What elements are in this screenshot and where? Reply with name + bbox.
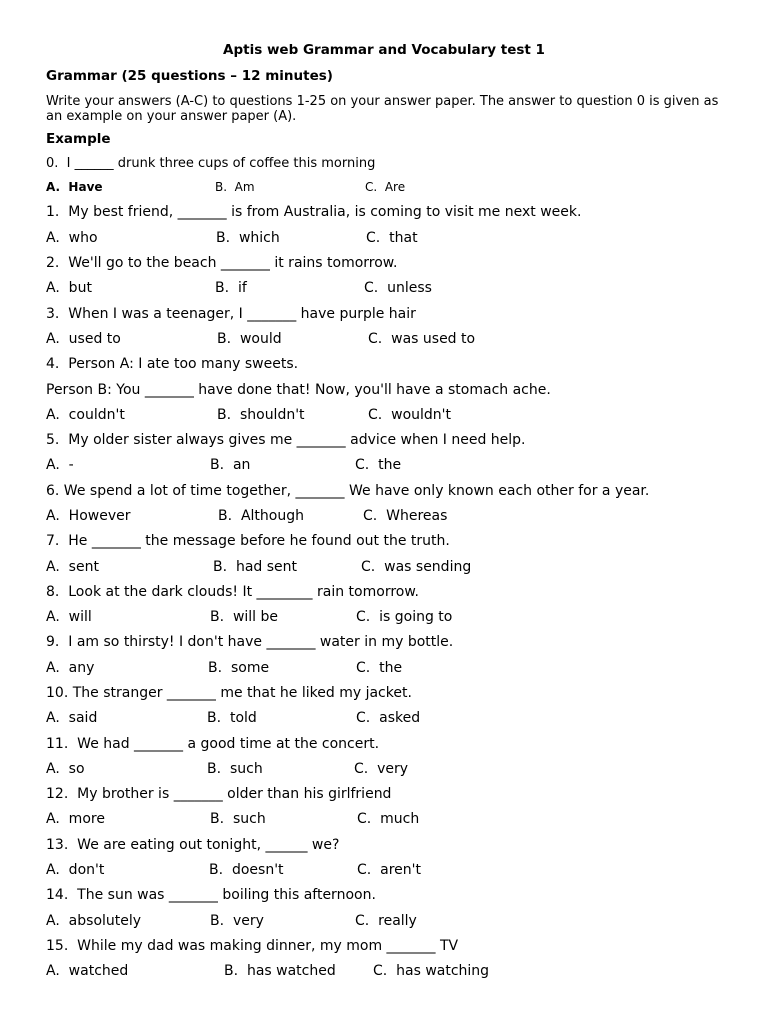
example-option-b: B. Am	[215, 180, 255, 194]
question-14-option-b: B. very	[210, 913, 264, 929]
question-12-option-c: C. much	[357, 811, 420, 827]
question-13-option-c: C. aren't	[357, 862, 421, 878]
question-10-option-b: B. told	[207, 710, 257, 726]
question-3-option-a: A. used to	[46, 331, 121, 347]
question-5: 5. My older sister always gives me _______ advice when I need help.	[46, 432, 526, 448]
question-12-option-a: A. more	[46, 811, 105, 827]
question-8: 8. Look at the dark clouds! It ________ rain tomorrow.	[46, 584, 419, 600]
question-6: 6. We spend a lot of time together, _______ We have only known each other for a year.	[46, 483, 650, 499]
question-11-option-c: C. very	[354, 761, 409, 777]
question-8-option-c: C. is going to	[356, 609, 453, 625]
question-14: 14. The sun was _______ boiling this afternoon.	[46, 887, 376, 903]
question-6-option-c: C. Whereas	[363, 508, 448, 524]
page-title: Aptis web Grammar and Vocabulary test 1	[223, 42, 545, 58]
question-5-option-a: A. -	[46, 457, 74, 473]
question-1-option-b: B. which	[216, 230, 280, 246]
question-15: 15. While my dad was making dinner, my mom _______ TV	[46, 938, 459, 954]
question-15-option-b: B. has watched	[224, 963, 336, 979]
question-7-option-b: B. had sent	[213, 559, 298, 575]
question-1-option-c: C. that	[366, 230, 418, 246]
question-7: 7. He _______ the message before he found out the truth.	[46, 533, 450, 549]
instructions: Write your answers (A-C) to questions 1-25 on your answer paper. The answer to question 0 is given as an example on your answer paper (A).	[46, 94, 719, 124]
question-6-option-b: B. Although	[218, 508, 304, 524]
question-2-option-b: B. if	[215, 280, 247, 296]
example-option-c: C. Are	[365, 180, 406, 194]
question-12: 12. My brother is _______ older than his girlfriend	[46, 786, 392, 802]
question-11-option-b: B. such	[207, 761, 263, 777]
question-8-option-b: B. will be	[210, 609, 279, 625]
question-2-option-c: C. unless	[364, 280, 432, 296]
question-15-option-a: A. watched	[46, 963, 129, 979]
question-7-option-a: A. sent	[46, 559, 99, 575]
question-12-option-b: B. such	[210, 811, 266, 827]
question-8-option-a: A. will	[46, 609, 92, 625]
question-3: 3. When I was a teenager, I _______ have purple hair	[46, 306, 416, 322]
question-9-option-b: B. some	[208, 660, 270, 676]
example-option-a: A. Have	[46, 180, 103, 194]
section-heading: Grammar (25 questions – 12 minutes)	[46, 68, 333, 84]
question-15-option-c: C. has watching	[373, 963, 490, 979]
question-10-option-a: A. said	[46, 710, 98, 726]
question-13-option-a: A. don't	[46, 862, 105, 878]
question-10-option-c: C. asked	[356, 710, 421, 726]
question-14-option-c: C. really	[355, 913, 417, 929]
question-11-option-a: A. so	[46, 761, 85, 777]
question-9-option-a: A. any	[46, 660, 95, 676]
question-4-line-2: Person B: You _______ have done that! Now, you'll have a stomach ache.	[46, 382, 551, 398]
question-9: 9. I am so thirsty! I don't have _______ water in my bottle.	[46, 634, 454, 650]
question-9-option-c: C. the	[356, 660, 403, 676]
question-14-option-a: A. absolutely	[46, 913, 142, 929]
question-1-option-a: A. who	[46, 230, 98, 246]
question-2: 2. We'll go to the beach _______ it rains tomorrow.	[46, 255, 398, 271]
question-4: 4. Person A: I ate too many sweets.	[46, 356, 299, 372]
question-5-option-b: B. an	[210, 457, 251, 473]
question-4-option-b: B. shouldn't	[217, 407, 305, 423]
example-heading: Example	[46, 131, 111, 147]
question-11: 11. We had _______ a good time at the concert.	[46, 736, 380, 752]
question-3-option-c: C. was used to	[368, 331, 476, 347]
question-13-option-b: B. doesn't	[209, 862, 284, 878]
question-5-option-c: C. the	[355, 457, 402, 473]
question-13: 13. We are eating out tonight, ______ we?	[46, 837, 340, 853]
question-1: 1. My best friend, _______ is from Australia, is coming to visit me next week.	[46, 204, 582, 220]
question-7-option-c: C. was sending	[361, 559, 472, 575]
question-4-option-a: A. couldn't	[46, 407, 125, 423]
question-3-option-b: B. would	[217, 331, 282, 347]
question-2-option-a: A. but	[46, 280, 92, 296]
example-question: 0. I ______ drunk three cups of coffee this morning	[46, 156, 376, 171]
question-6-option-a: A. However	[46, 508, 131, 524]
question-10: 10. The stranger _______ me that he liked my jacket.	[46, 685, 412, 701]
question-4-option-c: C. wouldn't	[368, 407, 452, 423]
